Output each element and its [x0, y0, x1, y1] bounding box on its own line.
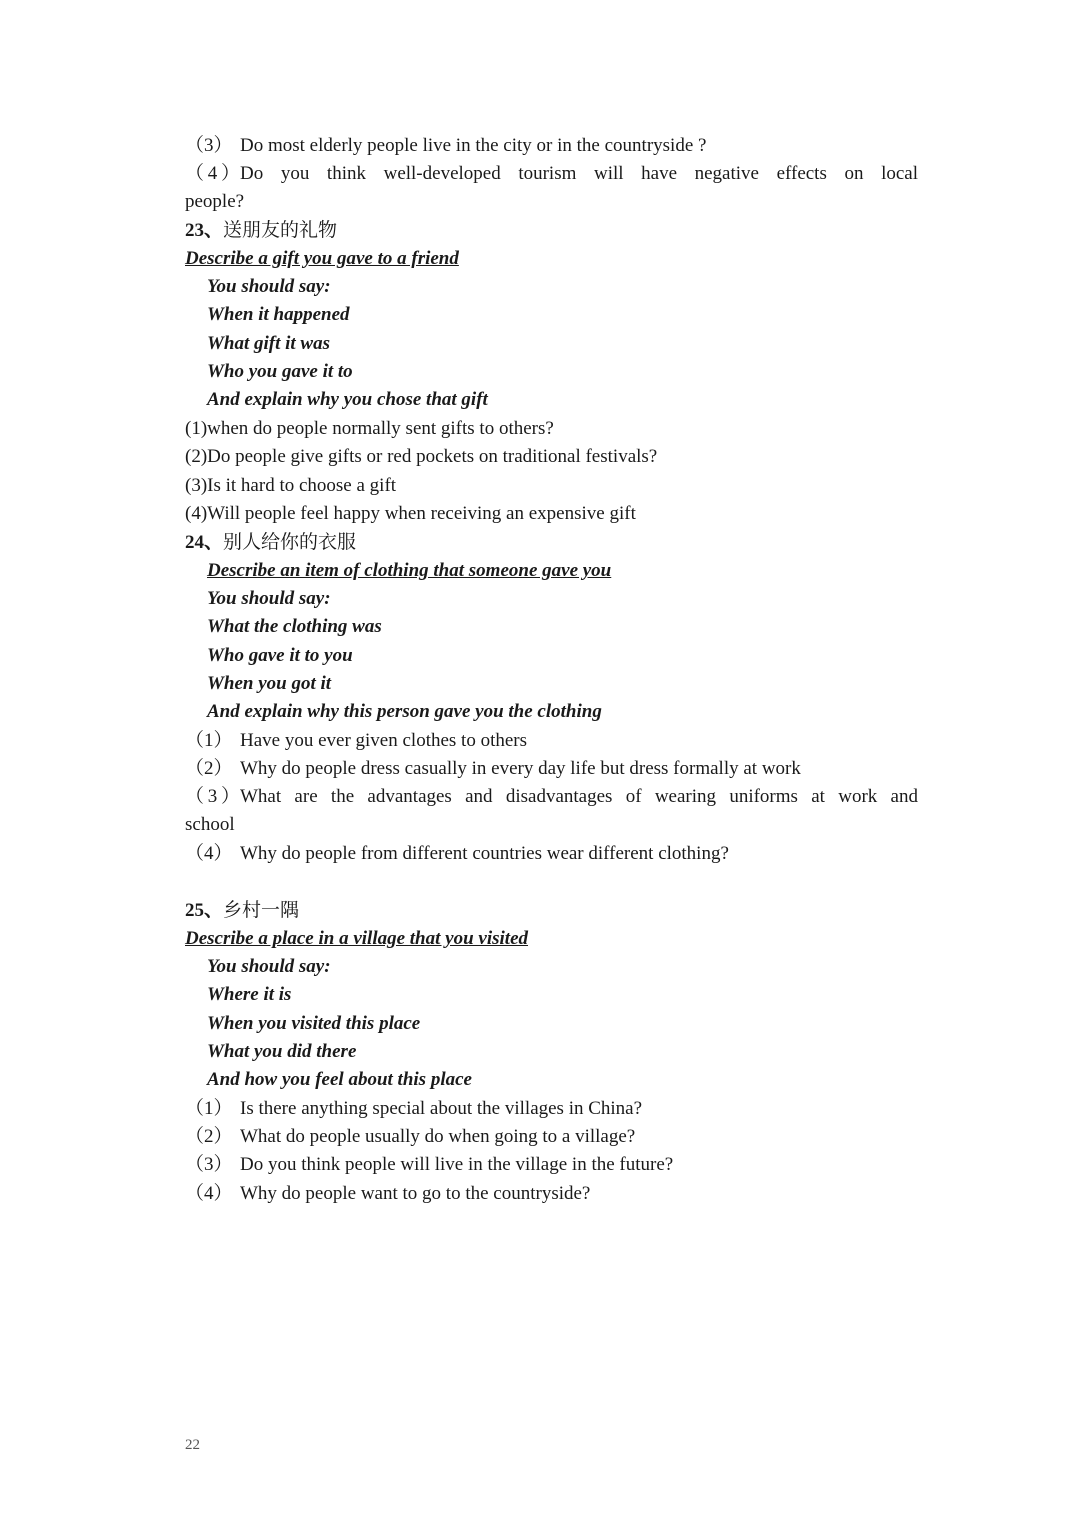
question-number: （2）	[185, 758, 233, 779]
question-item	[185, 500, 636, 528]
section-title: 别人给你的衣服	[223, 531, 357, 553]
question-number: （3）	[185, 135, 233, 156]
cue-line: What you did there	[207, 1041, 357, 1062]
question-item	[185, 132, 706, 160]
question-text: What are the advantages and disadvantages of wearing uniforms at work and	[240, 786, 918, 807]
cue-line: What gift it was	[207, 333, 330, 354]
cue-line: Where it is	[207, 984, 292, 1005]
question-text: Will people feel happy when receiving an expensive gift	[207, 503, 636, 524]
question-text: Do people give gifts or red pockets on traditional festivals?	[207, 446, 658, 467]
section-title: 乡村一隅	[223, 899, 300, 921]
cue-line: Who you gave it to	[207, 361, 353, 382]
question-number: (3)	[185, 475, 208, 496]
question-text: Do most elderly people live in the city or in the countryside ?	[240, 135, 707, 156]
question-number: （4）	[185, 1183, 233, 1204]
cue-line: And explain why this person gave you the clothing	[207, 701, 602, 722]
question-item	[185, 783, 918, 811]
question-number: （2）	[185, 1126, 233, 1147]
question-item	[185, 1180, 590, 1208]
question-item	[185, 1095, 642, 1123]
question-number: (1)	[185, 418, 208, 439]
question-item	[185, 415, 554, 443]
question-number: (2)	[185, 446, 208, 467]
section-number: 25、	[185, 900, 224, 921]
topic-title: Describe an item of clothing that someone gave you	[207, 560, 612, 581]
question-continuation: school	[185, 814, 235, 835]
question-text: What do people usually do when going to a village?	[240, 1126, 636, 1147]
question-item	[185, 472, 396, 500]
section-number: 24、	[185, 532, 224, 553]
question-number: （3）	[185, 1154, 233, 1175]
cue-line: When it happened	[207, 304, 350, 325]
cue-line: You should say:	[207, 276, 331, 297]
question-number: （4）	[185, 843, 233, 864]
question-item	[185, 755, 801, 783]
cue-line: And explain why you chose that gift	[207, 389, 488, 410]
page-number: 22	[185, 1437, 200, 1453]
section-number: 23、	[185, 220, 224, 241]
question-number: （1）	[185, 730, 233, 751]
question-text: Is there anything special about the villages in China?	[240, 1098, 643, 1119]
section-heading	[185, 896, 299, 925]
question-item	[185, 443, 657, 471]
question-text: Do you think people will live in the village in the future?	[240, 1154, 674, 1175]
cue-line: You should say:	[207, 588, 331, 609]
topic-title: Describe a gift you gave to a friend	[185, 248, 459, 269]
question-number: （1）	[185, 1098, 233, 1119]
cue-line: What the clothing was	[207, 616, 382, 637]
question-text: when do people normally sent gifts to others?	[207, 418, 554, 439]
section-title: 送朋友的礼物	[223, 219, 338, 241]
question-number: （4）	[185, 163, 240, 184]
question-item	[185, 840, 729, 868]
question-text: Do you think well-developed tourism will have negative effects on local	[240, 163, 918, 184]
question-item	[185, 1123, 635, 1151]
cue-line: You should say:	[207, 956, 331, 977]
question-text: Is it hard to choose a gift	[207, 475, 397, 496]
question-text: Have you ever given clothes to others	[240, 730, 528, 751]
question-number: （3）	[185, 786, 240, 807]
cue-line: When you visited this place	[207, 1013, 421, 1034]
question-text: Why do people dress casually in every day life but dress formally at work	[240, 758, 801, 779]
question-text: Why do people from different countries wear different clothing?	[240, 843, 729, 864]
section-heading	[185, 528, 356, 557]
question-item	[185, 160, 918, 188]
cue-line: And how you feel about this place	[207, 1069, 472, 1090]
section-heading	[185, 216, 337, 245]
question-item	[185, 1151, 673, 1179]
cue-line: When you got it	[207, 673, 332, 694]
question-continuation: people?	[185, 191, 245, 212]
question-text: Why do people want to go to the countryside?	[240, 1183, 591, 1204]
question-item	[185, 727, 527, 755]
topic-title: Describe a place in a village that you visited	[185, 928, 529, 949]
question-number: (4)	[185, 503, 208, 524]
cue-line: Who gave it to you	[207, 645, 353, 666]
